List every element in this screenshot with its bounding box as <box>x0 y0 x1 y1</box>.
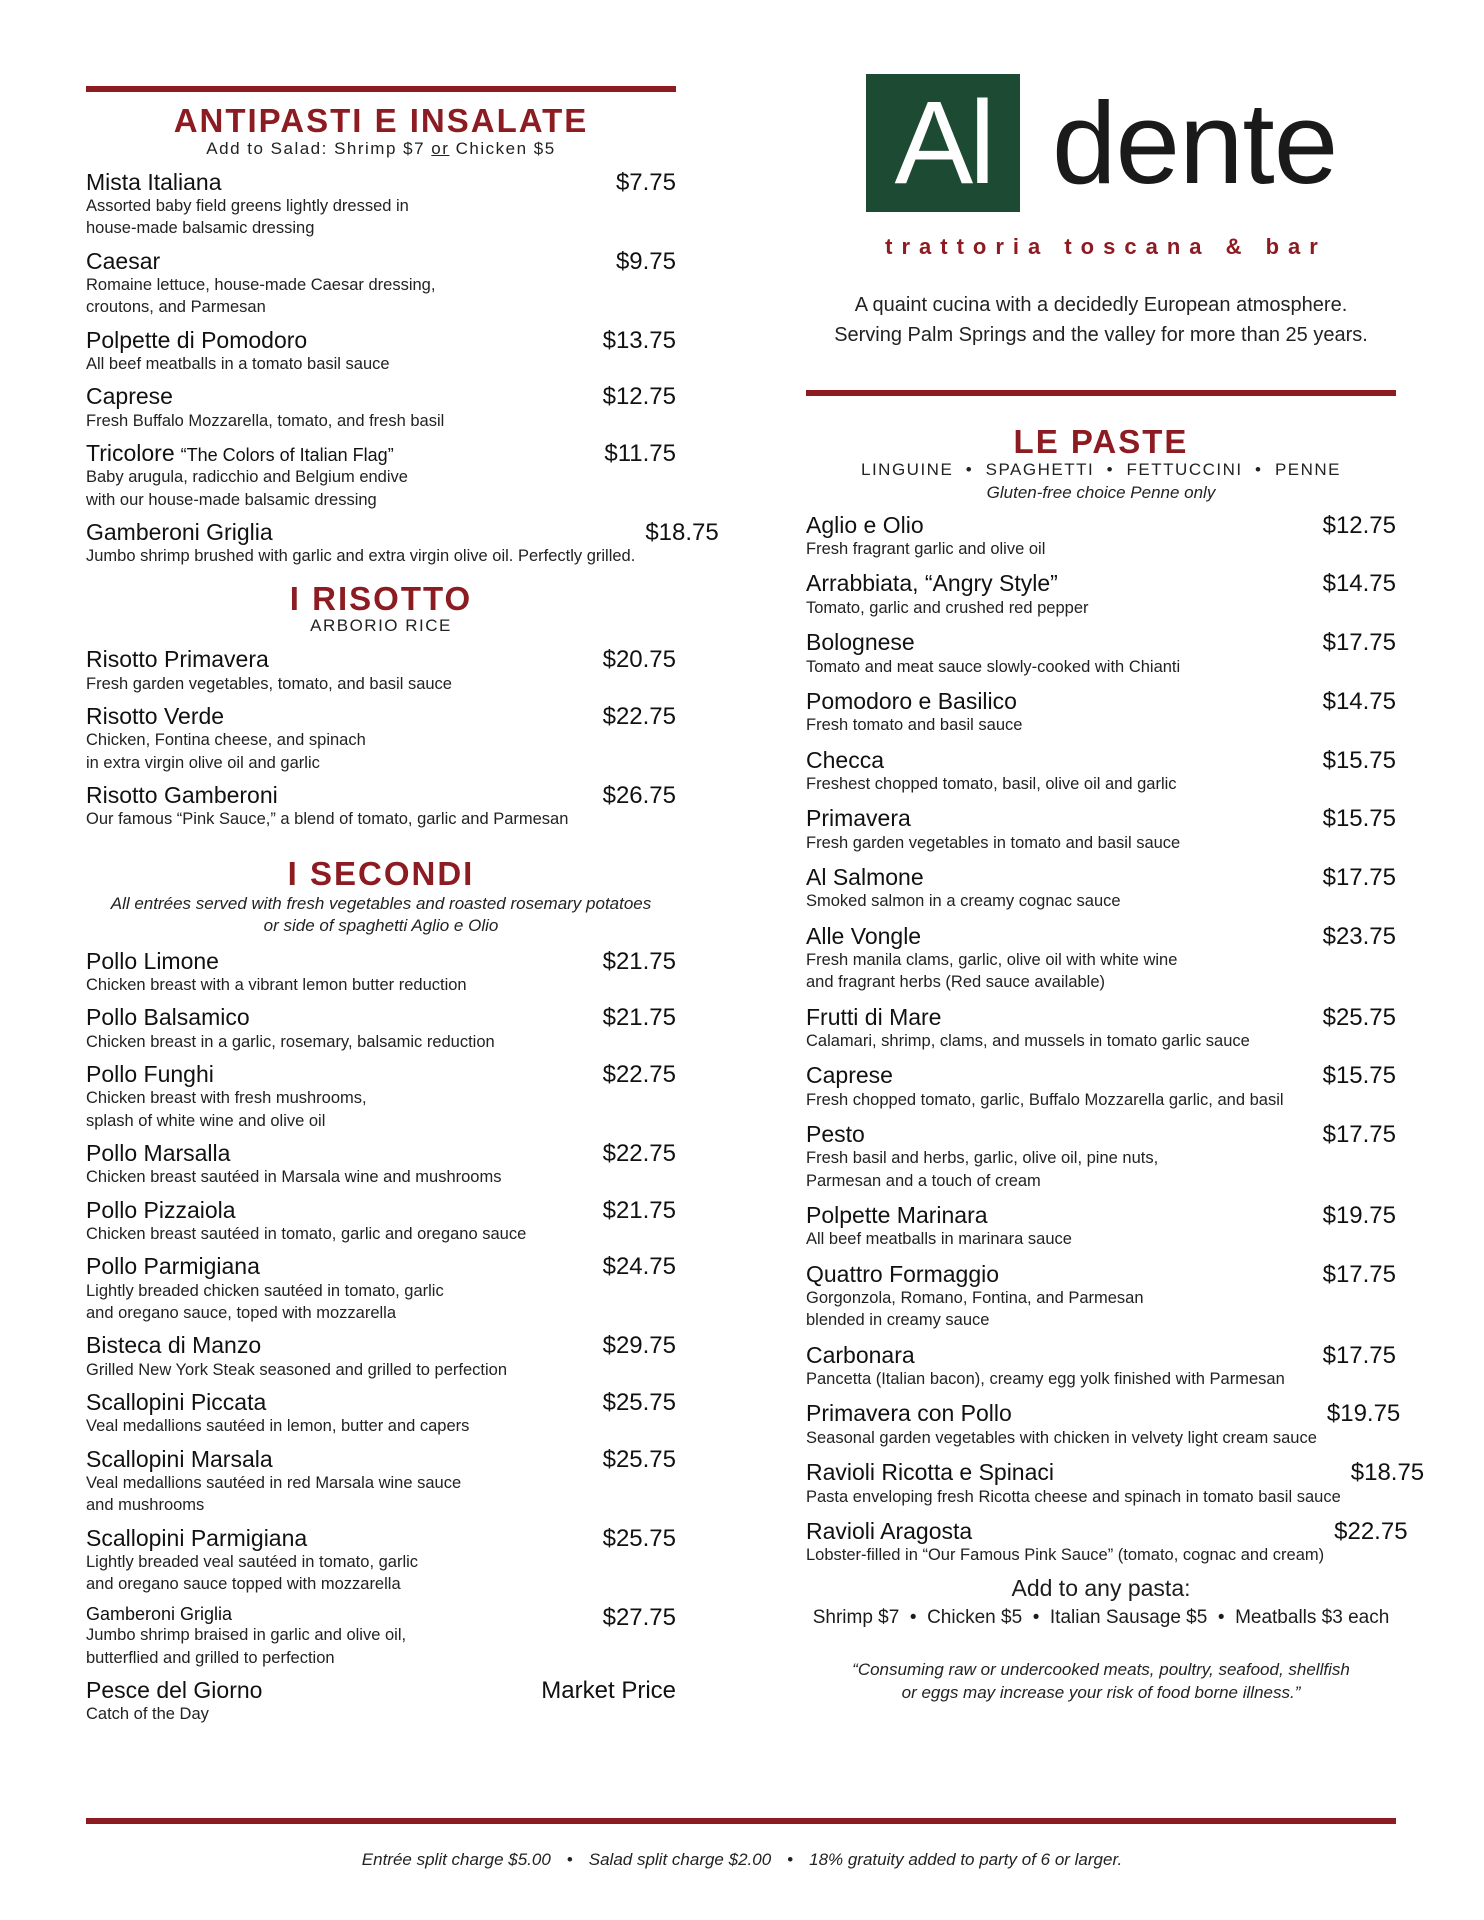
menu-item-body <box>806 1062 1323 1111</box>
menu-item-body <box>86 782 603 831</box>
intro-text <box>806 290 1396 350</box>
menu-item-name-text: Quattro Formaggio <box>806 1260 1000 1287</box>
menu-item-name <box>86 1332 593 1358</box>
risotto-section <box>86 579 676 831</box>
restaurant-logo <box>866 74 1346 259</box>
sub-pre: Add to Salad: Shrimp $7 <box>206 138 432 158</box>
menu-item-price: $27.75 <box>602 1603 676 1631</box>
menu-item-name-text: Checca <box>806 746 884 773</box>
menu-item-description: Veal medallions sautéed in lemon, butter and capers <box>86 1417 470 1436</box>
menu-item-name-text: Alle Vongle <box>806 922 922 949</box>
menu-item-price: $21.75 <box>602 1196 676 1224</box>
menu-item-body <box>86 1253 603 1324</box>
menu-item-description: in extra virgin olive oil and garlic <box>86 753 320 772</box>
gratuity-note: 18% gratuity added to party of 6 or larger. <box>809 1850 1123 1869</box>
menu-item-price: $12.75 <box>602 383 676 411</box>
menu-item-name-text: Mista Italiana <box>86 168 222 195</box>
menu-item-price: $17.75 <box>1322 863 1396 891</box>
menu-item-description: and oregano sauce topped with mozzarella <box>86 1575 401 1594</box>
menu-item-name <box>806 512 1313 538</box>
intro-line: Serving Palm Springs and the valley for more than 25 years. <box>834 324 1368 346</box>
menu-item-body <box>806 805 1323 854</box>
menu-item <box>86 383 676 432</box>
menu-item-body <box>806 1518 1334 1567</box>
menu-item-name <box>86 646 593 672</box>
menu-item-name <box>86 1525 593 1551</box>
menu-item-body <box>806 1004 1323 1053</box>
menu-item-description: Tomato, garlic and crushed red pepper <box>806 598 1089 617</box>
menu-item-price: $29.75 <box>602 1332 676 1360</box>
menu-item-name-text: Carbonara <box>806 1341 915 1368</box>
menu-item-description: house-made balsamic dressing <box>86 219 315 238</box>
menu-item-name <box>806 1121 1313 1147</box>
menu-item <box>806 1517 1408 1567</box>
menu-item-name-text: Pesto <box>806 1121 865 1148</box>
menu-item-name <box>86 782 593 808</box>
menu-item-description: Catch of the Day <box>86 1705 209 1724</box>
menu-item-price: $25.75 <box>602 1388 676 1416</box>
left-column <box>86 102 719 1726</box>
menu-item-price: $15.75 <box>1322 805 1396 833</box>
menu-item-description: Chicken breast sautéed in tomato, garlic and oregano sauce <box>86 1225 527 1244</box>
warning-line: or eggs may increase your risk of food borne illness.” <box>901 1682 1301 1702</box>
menu-item-name <box>806 1004 1313 1030</box>
top-left-rule <box>86 86 676 92</box>
menu-item-name-text: Pollo Funghi <box>86 1060 214 1087</box>
menu-item-body <box>86 248 616 319</box>
menu-item-description: splash of white wine and olive oil <box>86 1111 326 1130</box>
menu-item <box>86 1389 676 1438</box>
menu-item <box>806 688 1396 737</box>
menu-item-name-text: Aglio e Olio <box>806 511 924 538</box>
menu-item <box>806 1062 1396 1111</box>
menu-item-description: Fresh basil and herbs, garlic, olive oil, pine nuts, <box>806 1149 1159 1168</box>
secondi-section <box>86 854 676 1726</box>
menu-item-description: Chicken breast sautéed in Marsala wine and mushrooms <box>86 1168 502 1187</box>
health-warning <box>806 1659 1396 1705</box>
menu-item-name-text: Frutti di Mare <box>806 1003 942 1030</box>
menu-item-name <box>806 747 1313 773</box>
menu-item-name-text: Scallopini Parmigiana <box>86 1524 308 1551</box>
menu-item-price: $9.75 <box>615 247 676 275</box>
menu-item-price: $12.75 <box>1322 511 1396 539</box>
menu-item-description: Romaine lettuce, house-made Caesar dressing, <box>86 276 436 295</box>
menu-item <box>806 1121 1396 1192</box>
menu-item-name-text: Pollo Balsamico <box>86 1004 250 1031</box>
salad-split-charge: Salad split charge $2.00 <box>588 1850 772 1869</box>
menu-item-name <box>806 688 1313 714</box>
menu-item-body <box>806 629 1323 678</box>
addons-title: Add to any pasta: <box>1011 1575 1191 1602</box>
menu-item-description: Veal medallions sautéed in red Marsala wine sauce <box>86 1474 462 1493</box>
menu-item <box>86 646 676 695</box>
menu-item-body <box>806 570 1323 619</box>
menu-item <box>86 948 676 997</box>
menu-item-description: Pancetta (Italian bacon), creamy egg yolk finished with Parmesan <box>806 1370 1285 1389</box>
menu-item-description: Assorted baby field greens lightly dressed in <box>86 197 409 216</box>
menu-item-description: butterflied and grilled to perfection <box>86 1648 335 1667</box>
pasta-addons <box>806 1574 1396 1632</box>
risotto-subtitle: ARBORIO RICE <box>310 616 452 636</box>
menu-item-description: Fresh garden vegetables, tomato, and basil sauce <box>86 674 452 693</box>
paste-items <box>806 511 1425 1567</box>
menu-item-description: and oregano sauce, toped with mozzarella <box>86 1303 397 1322</box>
menu-item-name-text: Pollo Limone <box>86 947 219 974</box>
menu-item <box>86 1061 676 1132</box>
menu-item-name <box>806 629 1313 655</box>
menu-item-description: Gorgonzola, Romano, Fontina, and Parmesan <box>806 1289 1144 1308</box>
menu-item-price: $18.75 <box>645 518 719 546</box>
right-column <box>806 423 1425 1705</box>
menu-item-name <box>86 1197 593 1223</box>
menu-item-description: Our famous “Pink Sauce,” a blend of tomato, garlic and Parmesan <box>86 810 569 829</box>
menu-item-description: Pasta enveloping fresh Ricotta cheese and spinach in tomato basil sauce <box>806 1487 1341 1506</box>
menu-item-name <box>86 327 593 353</box>
menu-item-name <box>86 1004 593 1030</box>
menu-item-name-text: Gamberoni Griglia <box>86 1603 233 1624</box>
menu-item-body <box>86 1332 603 1381</box>
menu-item-name <box>86 1253 593 1279</box>
menu-item-price: $22.75 <box>602 1139 676 1167</box>
menu-item <box>86 703 676 774</box>
menu-item <box>86 248 676 319</box>
menu-item <box>86 782 676 831</box>
menu-item-name <box>86 1140 593 1166</box>
menu-item-name-text: Pollo Parmigiana <box>86 1253 260 1280</box>
menu-item <box>86 1253 676 1324</box>
menu-item-name-text: Ravioli Aragosta <box>806 1517 973 1544</box>
menu-item-description: with our house-made balsamic dressing <box>86 490 377 509</box>
menu-item-price: $13.75 <box>602 326 676 354</box>
menu-item-name-text: Scallopini Piccata <box>86 1388 267 1415</box>
menu-item <box>86 518 719 568</box>
menu-item-description: Jumbo shrimp brushed with garlic and extra virgin olive oil. Perfectly grilled. <box>86 547 636 566</box>
menu-item <box>806 805 1396 854</box>
menu-item-description: Grilled New York Steak seasoned and grilled to perfection <box>86 1360 507 1379</box>
menu-item-price: $17.75 <box>1322 1121 1396 1149</box>
menu-item <box>86 327 676 376</box>
entree-split-charge: Entrée split charge $5.00 <box>361 1850 551 1869</box>
menu-item-description: Jumbo shrimp braised in garlic and olive oil, <box>86 1626 407 1645</box>
addons-line: Shrimp $7 • Chicken $5 • Italian Sausage $5 • Meatballs $3 each <box>812 1607 1390 1629</box>
menu-item-name <box>806 570 1313 596</box>
warning-line: “Consuming raw or undercooked meats, poultry, seafood, shellfish <box>852 1659 1350 1679</box>
menu-item-description: Fresh Buffalo Mozzarella, tomato, and fresh basil <box>86 411 445 430</box>
menu-item-body <box>86 440 604 511</box>
menu-item <box>806 1202 1396 1251</box>
menu-item-price: Market Price <box>541 1676 676 1704</box>
menu-item-body <box>86 948 603 997</box>
menu-item-name <box>806 1202 1313 1228</box>
menu-item-name-text: Pollo Pizzaiola <box>86 1196 236 1223</box>
menu-item-name-text: Primavera con Pollo <box>806 1400 1012 1427</box>
menu-item-name <box>806 1459 1341 1485</box>
antipasti-section <box>86 102 719 568</box>
risotto-items <box>86 646 676 830</box>
menu-item-description: Chicken, Fontina cheese, and spinach <box>86 731 366 750</box>
menu-item-body <box>86 1525 603 1596</box>
menu-item-name <box>86 1446 593 1472</box>
menu-item <box>86 1604 676 1669</box>
menu-item-description: Seasonal garden vegetables with chicken in velvety light cream sauce <box>806 1428 1317 1447</box>
menu-item-name-text: Polpette Marinara <box>806 1202 988 1228</box>
menu-item-name-text: Pesce del Giorno <box>86 1676 263 1703</box>
menu-item-price: $7.75 <box>615 168 676 196</box>
menu-item-body <box>806 923 1323 994</box>
menu-item-name <box>806 1261 1313 1287</box>
menu-item-name <box>86 703 593 729</box>
menu-item-name <box>806 805 1313 831</box>
menu-item-name <box>86 169 606 195</box>
menu-item-price: $18.75 <box>1350 1459 1425 1487</box>
menu-item-body <box>806 747 1323 796</box>
menu-item-name-text: Risotto Primavera <box>86 646 269 673</box>
menu-item-name-text: Pollo Marsalla <box>86 1139 231 1166</box>
menu-item-price: $14.75 <box>1322 570 1396 598</box>
menu-item-body <box>86 169 616 240</box>
menu-item-name <box>806 1062 1313 1088</box>
menu-item <box>86 1677 676 1726</box>
menu-item <box>806 570 1396 619</box>
menu-item-description: Fresh fragrant garlic and olive oil <box>806 540 1046 559</box>
menu-item-description: Baby arugula, radicchio and Belgium endive <box>86 468 408 487</box>
menu-item-description: Freshest chopped tomato, basil, olive oil and garlic <box>806 774 1177 793</box>
menu-item-name <box>86 1389 593 1415</box>
menu-item-name <box>86 1061 593 1087</box>
menu-item-name <box>806 1342 1313 1368</box>
menu-item <box>86 1446 676 1517</box>
menu-item-quote: “The Colors of Italian Flag” <box>180 444 394 465</box>
menu-item <box>86 1004 676 1053</box>
menu-item-body <box>86 383 603 432</box>
section-title-secondi: I SECONDI <box>287 854 475 892</box>
menu-item-body <box>806 1400 1327 1449</box>
bullet-separator: • <box>566 1850 573 1869</box>
menu-item-name-text: Caesar <box>86 247 161 274</box>
antipasti-subtitle <box>86 139 676 159</box>
menu-item-price: $15.75 <box>1322 746 1396 774</box>
menu-item-price: $17.75 <box>1322 629 1396 657</box>
menu-item-body <box>86 1604 603 1669</box>
menu-item-body <box>806 1202 1323 1251</box>
menu-item <box>86 1525 676 1596</box>
note-line: or side of spaghetti Aglio e Olio <box>263 916 499 936</box>
menu-item-name-text: Caprese <box>86 383 173 410</box>
paste-note: Gluten-free choice Penne only <box>986 482 1216 502</box>
menu-item-price: $25.75 <box>1322 1003 1396 1031</box>
intro-line: A quaint cucina with a decidedly European atmosphere. <box>854 294 1348 316</box>
menu-item-price: $24.75 <box>602 1253 676 1281</box>
menu-item-description: Chicken breast with fresh mushrooms, <box>86 1089 367 1108</box>
menu-item-price: $22.75 <box>602 703 676 730</box>
menu-item-name <box>806 1400 1317 1426</box>
menu-item-body <box>86 1389 603 1438</box>
menu-item-name-text: Risotto Verde <box>86 703 225 729</box>
menu-item-body <box>806 1121 1323 1192</box>
menu-item-name-text: Polpette di Pomodoro <box>86 326 308 353</box>
menu-item-body <box>86 1197 603 1246</box>
menu-item-price: $19.75 <box>1326 1400 1401 1428</box>
menu-item-price: $19.75 <box>1322 1202 1396 1229</box>
menu-item-description: Fresh garden vegetables in tomato and basil sauce <box>806 833 1181 852</box>
menu-item-description: and mushrooms <box>86 1496 205 1515</box>
menu-item-name <box>86 1677 531 1703</box>
menu-item-body <box>86 703 603 774</box>
menu-item-description: Chicken breast in a garlic, rosemary, balsamic reduction <box>86 1032 495 1051</box>
menu-item-description: croutons, and Parmesan <box>86 298 266 317</box>
menu-item-body <box>806 1459 1351 1508</box>
menu-item-name <box>86 383 593 409</box>
menu-item <box>86 1197 676 1246</box>
menu-item-description: and fragrant herbs (Red sauce available) <box>806 973 1106 992</box>
menu-item-price: $14.75 <box>1322 687 1396 715</box>
menu-item-name <box>806 1518 1324 1544</box>
menu-item-description: Fresh manila clams, garlic, olive oil with white wine <box>806 951 1178 970</box>
menu-item-price: $23.75 <box>1322 922 1396 950</box>
menu-item-name-text: Bisteca di Manzo <box>86 1332 262 1359</box>
menu-item-body <box>806 1261 1323 1332</box>
menu-item-description: Fresh tomato and basil sauce <box>806 716 1023 735</box>
menu-item-price: $21.75 <box>602 1004 676 1032</box>
menu-item <box>806 923 1396 994</box>
menu-item <box>86 1332 676 1381</box>
menu-item-body <box>86 1004 603 1053</box>
menu-item-name <box>86 248 606 274</box>
menu-item-body <box>86 1061 603 1132</box>
sub-or: or <box>431 138 450 158</box>
menu-item-description: Lightly breaded veal sautéed in tomato, garlic <box>86 1553 419 1572</box>
menu-item-body <box>806 864 1323 913</box>
menu-item-name <box>86 948 593 974</box>
menu-item-price: $25.75 <box>602 1445 676 1473</box>
menu-item-price: $25.75 <box>602 1524 676 1552</box>
menu-item <box>806 629 1396 678</box>
menu-item-body <box>86 646 603 695</box>
menu-item-body <box>806 688 1323 737</box>
menu-item-price: $20.75 <box>602 646 676 674</box>
menu-item-name <box>86 519 635 545</box>
menu-item <box>806 747 1396 796</box>
menu-item <box>806 864 1396 913</box>
menu-item-name <box>86 1604 593 1625</box>
logo-al-box: Al <box>866 74 1020 212</box>
menu-item-description: Chicken breast with a vibrant lemon butter reduction <box>86 975 467 994</box>
menu-item-description: blended in creamy sauce <box>806 1311 990 1330</box>
menu-item-price: $26.75 <box>602 781 676 809</box>
menu-item-body <box>86 1140 603 1189</box>
menu-item-description: Tomato and meat sauce slowly-cooked with Chianti <box>806 657 1181 676</box>
sub-post: Chicken $5 <box>449 138 556 158</box>
menu-item-description: Lobster-filled in “Our Famous Pink Sauce” (tomato, cognac and cream) <box>806 1546 1325 1565</box>
antipasti-items <box>86 168 719 568</box>
bottom-rule <box>86 1818 1396 1824</box>
menu-item-name-text: Ravioli Ricotta e Spinaci <box>806 1459 1055 1486</box>
menu-item-description: All beef meatballs in a tomato basil sauce <box>86 355 390 374</box>
paste-section <box>806 423 1425 1566</box>
menu-item <box>806 1004 1396 1053</box>
menu-item-price: $17.75 <box>1322 1260 1396 1288</box>
menu-item-price: $22.75 <box>1334 1517 1408 1545</box>
paste-subtitle: LINGUINE • SPAGHETTI • FETTUCCINI • PENNE <box>860 459 1342 479</box>
menu-item-name-text: Arrabbiata, “Angry Style” <box>806 570 1058 597</box>
menu-item <box>806 1342 1396 1391</box>
menu-item-name-text: Tricolore <box>86 439 175 466</box>
menu-item-name <box>86 440 594 466</box>
menu-item-body <box>86 1446 603 1517</box>
menu-item-name-text: Primavera <box>806 805 911 832</box>
menu-item <box>806 1261 1396 1332</box>
menu-item-description: Smoked salmon in a creamy cognac sauce <box>806 892 1121 911</box>
menu-item-description: All beef meatballs in marinara sauce <box>806 1230 1072 1249</box>
logo-dente-text: dente <box>1052 78 1338 208</box>
menu-item <box>86 440 676 511</box>
menu-item-name <box>806 864 1313 890</box>
menu-item <box>86 169 676 240</box>
menu-item-name-text: Bolognese <box>806 629 915 656</box>
menu-item-body <box>86 327 603 376</box>
menu-item-price: $11.75 <box>604 439 676 467</box>
menu-item-name-text: Risotto Gamberoni <box>86 781 278 808</box>
menu-item-price: $17.75 <box>1322 1341 1396 1369</box>
menu-item-name-text: Al Salmone <box>806 863 924 890</box>
menu-item <box>86 1140 676 1189</box>
note-line: All entrées served with fresh vegetables and roasted rosemary potatoes <box>110 894 652 914</box>
menu-item-price: $22.75 <box>602 1060 676 1088</box>
menu-item-name-text: Gamberoni Griglia <box>86 518 273 545</box>
section-title-risotto: I RISOTTO <box>289 579 473 617</box>
menu-item <box>806 512 1396 561</box>
menu-item-body <box>86 519 645 568</box>
menu-item-name <box>806 923 1313 949</box>
menu-item-name-text: Scallopini Marsala <box>86 1445 273 1472</box>
menu-item-name-text: Pomodoro e Basilico <box>806 687 1017 714</box>
menu-item-price: $21.75 <box>602 947 676 975</box>
secondi-items <box>86 948 676 1726</box>
section-title-antipasti: ANTIPASTI E INSALATE <box>173 102 589 139</box>
menu-item-body <box>806 512 1323 561</box>
menu-item-description: Fresh chopped tomato, garlic, Buffalo Mozzarella garlic, and basil <box>806 1090 1284 1109</box>
menu-item-body <box>86 1677 541 1726</box>
menu-item-price: $15.75 <box>1322 1062 1396 1090</box>
logo-tagline: trattoria toscana & bar <box>885 234 1327 259</box>
secondi-note <box>86 893 676 937</box>
menu-item-description: Lightly breaded chicken sautéed in tomato, garlic <box>86 1281 444 1300</box>
footer-charges <box>0 1850 1484 1870</box>
menu-item-description: Parmesan and a touch of cream <box>806 1171 1041 1190</box>
bullet-separator: • <box>787 1850 794 1869</box>
menu-item <box>806 1459 1425 1508</box>
top-right-rule <box>806 390 1396 396</box>
menu-item <box>806 1400 1401 1449</box>
menu-item-body <box>806 1342 1323 1391</box>
section-title-paste: LE PASTE <box>1013 423 1189 460</box>
menu-item-name-text: Caprese <box>806 1062 893 1089</box>
menu-item-description: Calamari, shrimp, clams, and mussels in tomato garlic sauce <box>806 1032 1250 1051</box>
